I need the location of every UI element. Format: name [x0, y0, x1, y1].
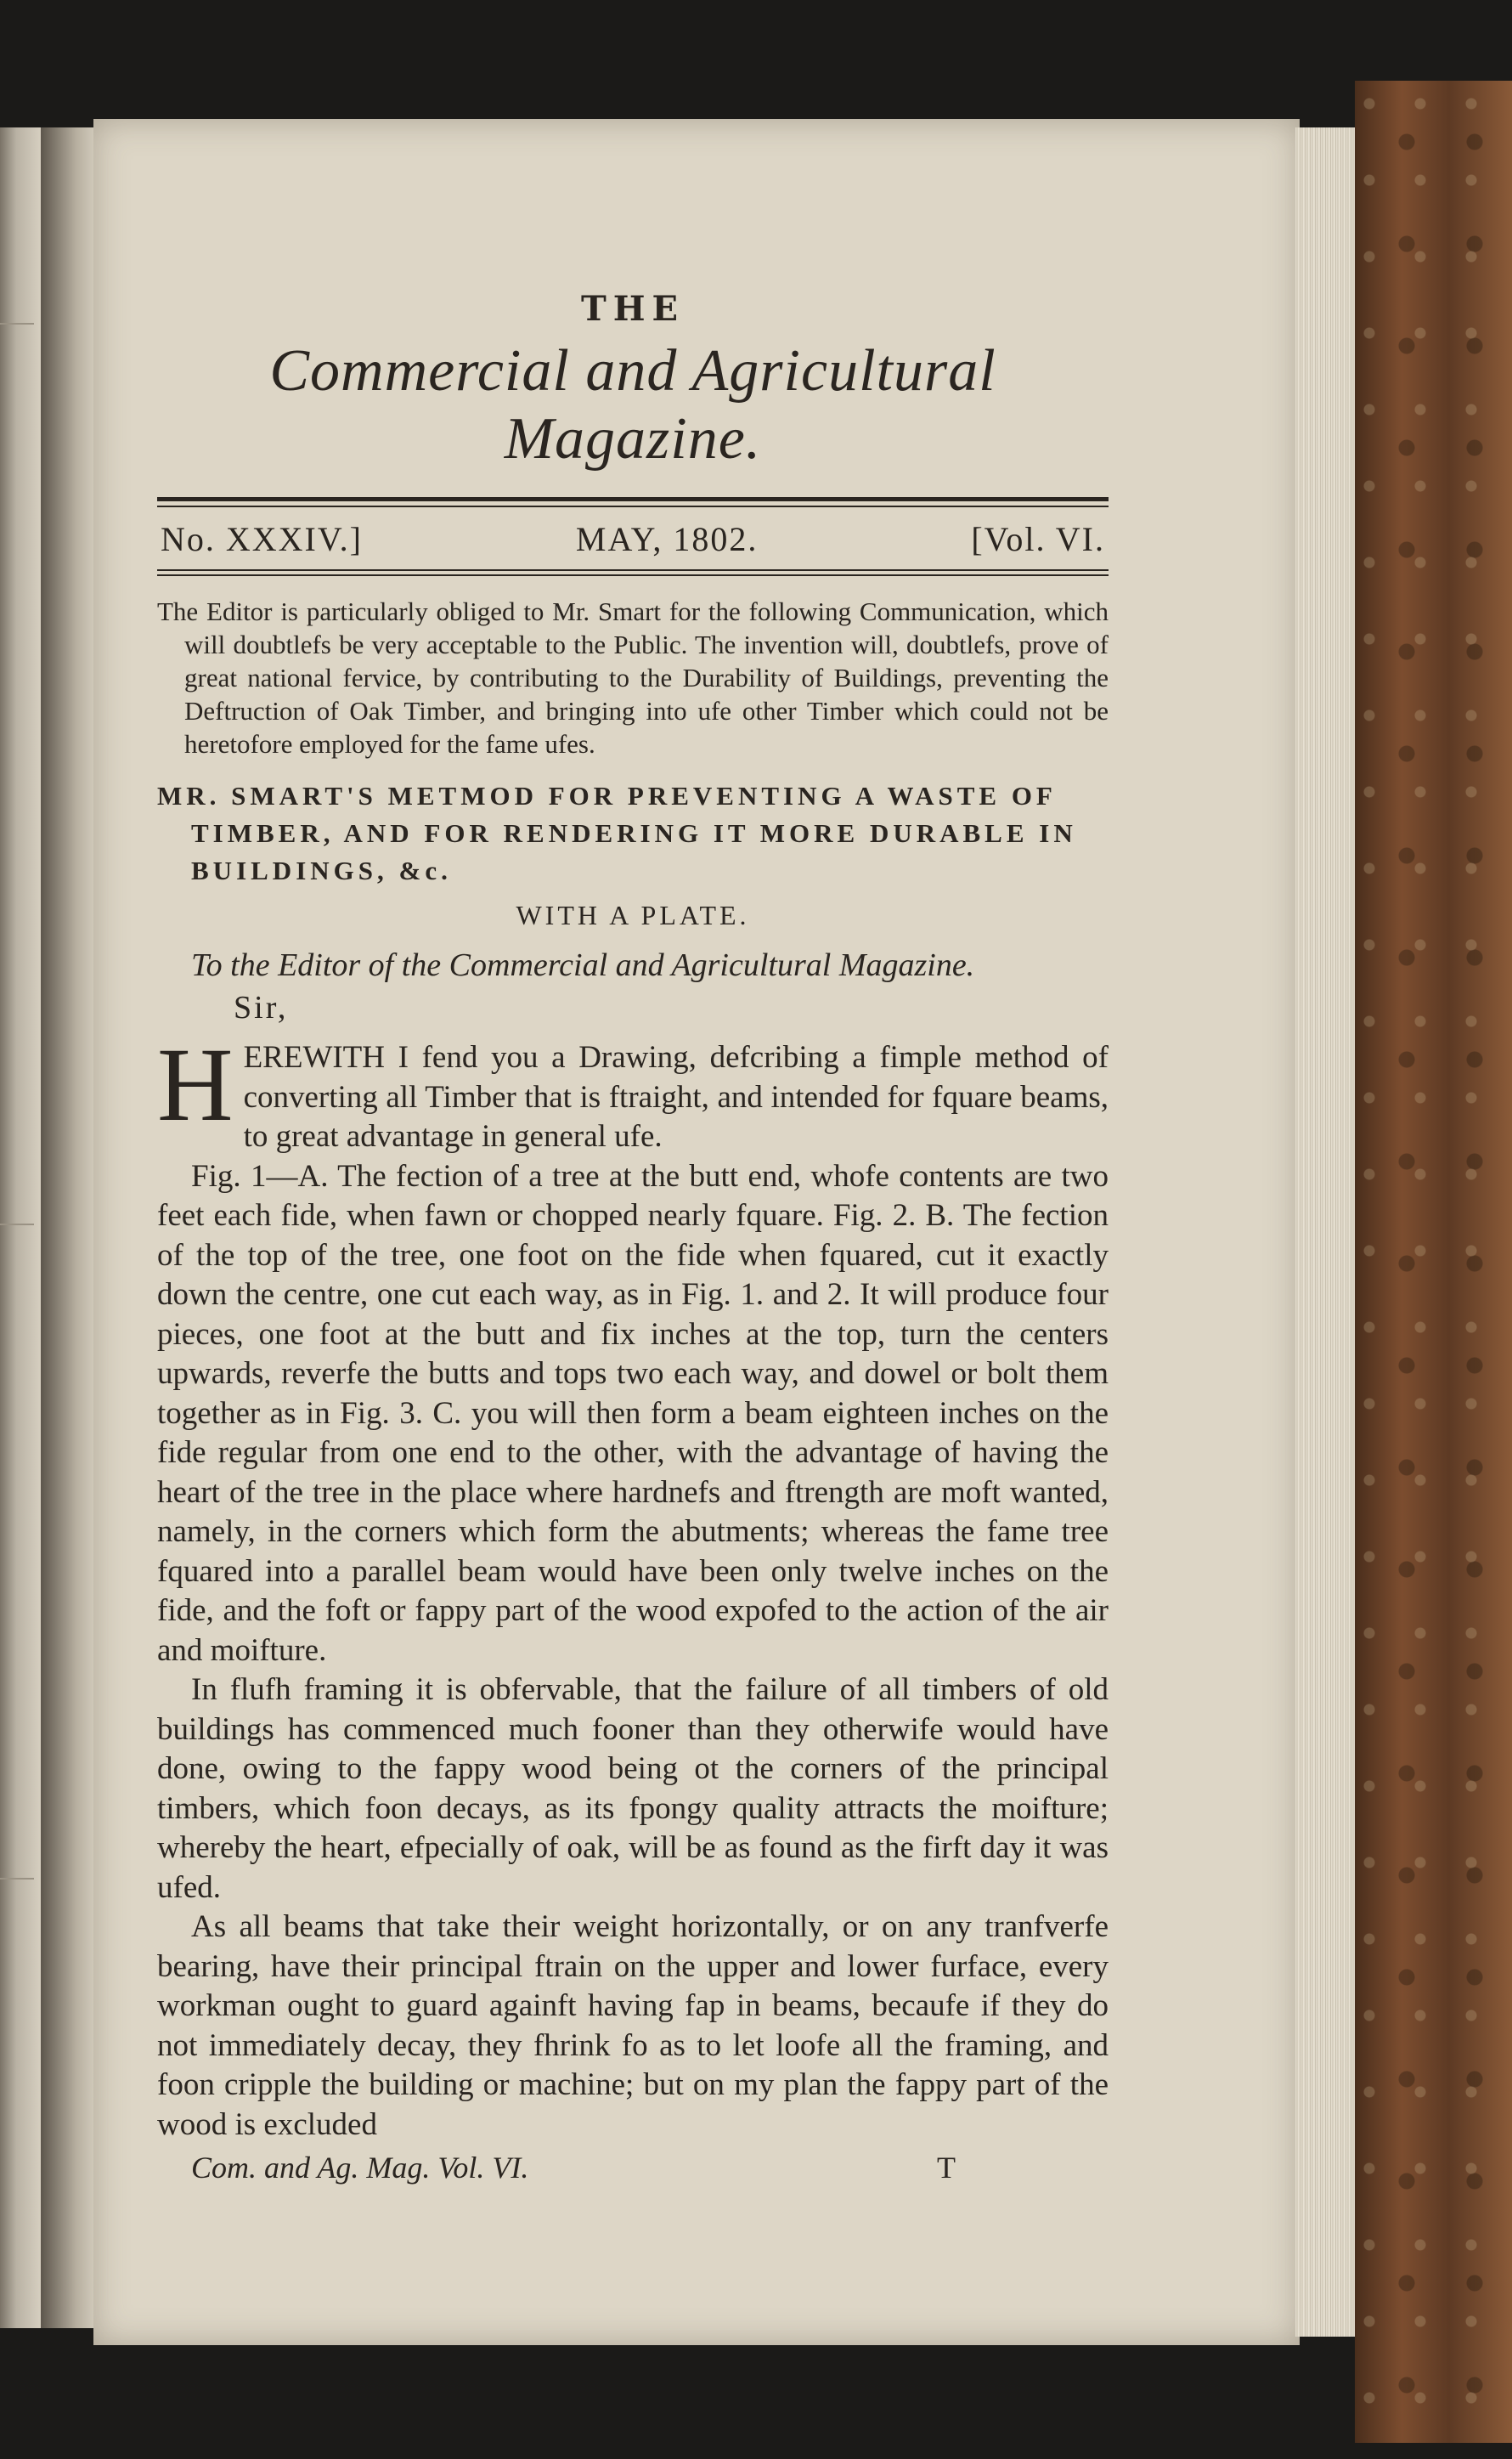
paragraph-1 [157, 1026, 1109, 1157]
plate-note: WITH A PLATE. [516, 900, 750, 930]
masthead-title: Commercial and Agricultural Magazine. [269, 338, 996, 472]
rule-top [157, 497, 1109, 501]
article-title: MR. SMART'S METMOD FOR PREVENTING A WASTE OF TIMBER, AND FOR RENDERING IT MORE DURABLE IN BUILDINGS, &c. [157, 781, 1077, 885]
paragraph-4: As all beams that take their weight horizontally, or on any tranfverfe bearing, have their principal ftrain on the upper and lower furface, every workman ought to guard againft having fap in beams, becaufe if they do not immediately decay, they fhrink fo as to let loofe all the framing, and foon cripple the building or machine; but on my plan the fappy part of the wood is excluded [157, 1909, 1109, 2142]
article-body [157, 1026, 1109, 2145]
rule-mid-thin [157, 574, 1109, 576]
drop-cap: H [157, 1026, 234, 1143]
paragraph-2: Fig. 1—A. The fection of a tree at the butt end, whofe contents are two feet each fide, when fawn or chopped nearly fquare. Fig. 2. B. The fection of the top of the tree, one foot on the fide when fquared, cut it exactly down the centre, one cut each way, as in Fig. 1. and 2. It will produce four pieces, one foot at the butt and fix inches at the top, turn the centers upwards, reverfe the butts and tops two each way, and dowel or bolt them together as in Fig. 3. C. you will then form a beam eighteen inches on the fide regular from one end to the other, with the advantage of having the heart of the tree in the place where hardnefs and ftrength are moft wanted, namely, in the corners which form the abutments; whereas the fame tree fquared into a parallel beam would have been only twelve inches on the fide, and the foft or fappy part of the wood expofed to the action of the air and moifture. [157, 1158, 1109, 1668]
rule-top-thin [157, 506, 1109, 507]
letter-address: To the Editor of the Commercial and Agricultural Magazine. [191, 947, 975, 983]
page-edges [1295, 127, 1355, 2337]
page-content [157, 289, 1109, 2185]
editor-note: The Editor is particularly obliged to Mr. Smart for the following Communication, which will doubtlefs be very acceptable to the Public. The invention will, doubtlefs, prove of great national fervice, by contributing to the Durability of Buildings, preventing the Deftruction of Oak Timber, and bringing into ufe other Timber which could not be heretofore employed for the fame ufes. [157, 596, 1109, 759]
facing-page-edge [0, 127, 41, 2328]
page-footer [191, 2150, 956, 2185]
salutation: Sir, [234, 990, 289, 1026]
cover-texture [1359, 81, 1512, 2443]
issue-date: MAY, 1802. [575, 520, 759, 558]
book-spine-gutter [41, 127, 100, 2328]
footer-signature: T [937, 2151, 956, 2185]
footer-journal-ref: Com. and Ag. Mag. Vol. VI. [191, 2151, 529, 2185]
issue-line [161, 519, 1105, 559]
paragraph-3: In flufh framing it is obfervable, that the failure of all timbers of old buildings has commenced much fooner than they otherwife would have done, owing to the fappy wood being ot the corners of the principal timbers, which foon decays, as its fpongy quality attracts the moifture; whereby the heart, efpecially of oak, will be as found as the firft day it was ufed. [157, 1672, 1109, 1905]
rule-mid [157, 569, 1109, 571]
paragraph-1-text: EREWITH I fend you a Drawing, defcribing a fimple method of converting all Timber that is ftraight, and intended for fquare beams, to great advantage in general ufe. [243, 1040, 1109, 1154]
issue-volume: [Vol. VI. [971, 520, 1105, 558]
issue-number: No. XXXIV.] [161, 520, 363, 558]
masthead-the: THE [580, 289, 685, 329]
